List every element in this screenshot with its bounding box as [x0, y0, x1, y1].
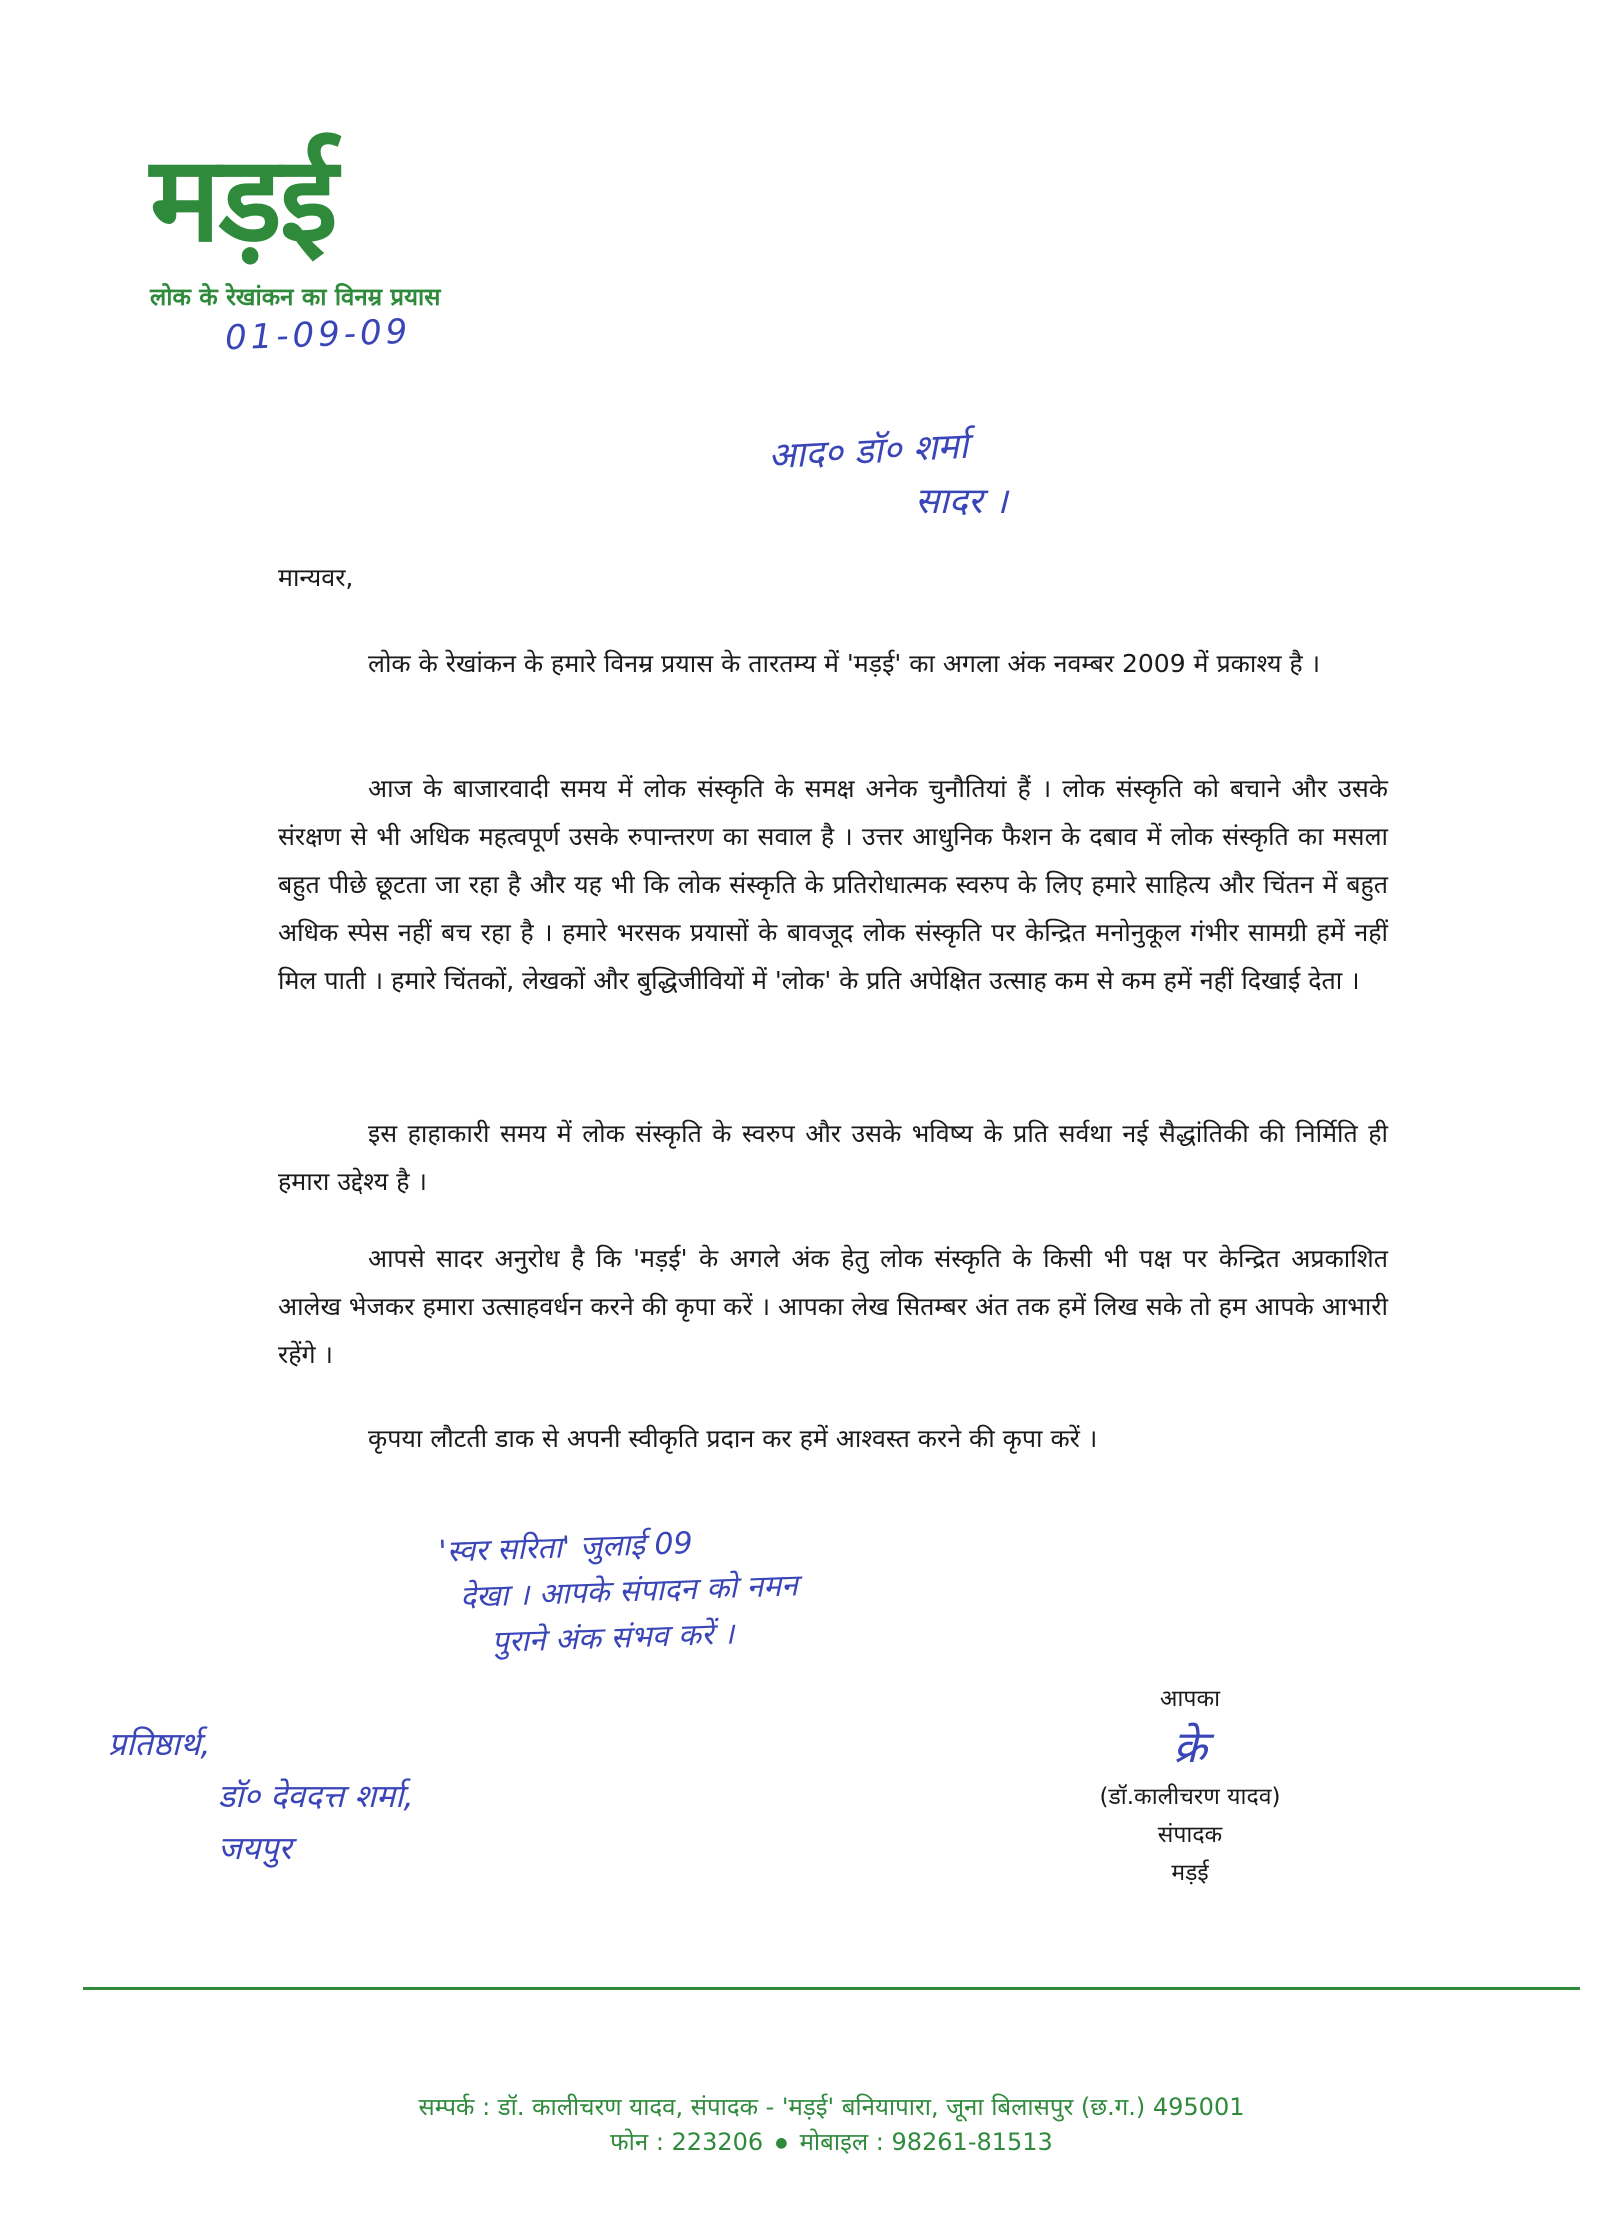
paragraph-5: कृपया लौटती डाक से अपनी स्वीकृति प्रदान कर हमें आश्वस्त करने की कृपा करें । — [368, 1424, 1098, 1453]
copy-to-line: प्रतिष्ठार्थ, — [108, 1725, 211, 1763]
footer-mobile: मोबाइल : 98261-81513 — [799, 2128, 1053, 2156]
paragraph-1: लोक के रेखांकन के हमारे विनम्र प्रयास के तारतम्य में 'मड़ई' का अगला अंक नवम्बर 2009 में प्रकाश्य है । — [368, 649, 1321, 678]
handwritten-date: 01-09-09 — [224, 311, 412, 359]
handwritten-note — [438, 1510, 1002, 1667]
copy-to-line: डॉ० देवदत्त शर्मा, — [218, 1777, 414, 1815]
closing: आपका — [1159, 1686, 1221, 1712]
signatory-org: मड़ई — [1171, 1860, 1209, 1886]
handwritten-note-line: पुराने अंक संभव करें । — [491, 1616, 735, 1660]
footer-phones — [83, 2125, 1580, 2158]
handwritten-note-line: 'स्वर सरिता' जुलाई 09 — [437, 1525, 694, 1570]
signatory-name: (डॉ.कालीचरण यादव) — [1099, 1784, 1281, 1810]
footer-phone: फोन : 223206 — [610, 2128, 764, 2156]
handwritten-note-line: देखा । आपके संपादन को नमन — [459, 1568, 799, 1616]
signatory-title: संपादक — [1157, 1822, 1223, 1848]
salutation: मान्यवर, — [278, 563, 354, 592]
signature-block — [1030, 1680, 1350, 1892]
handwritten-greeting: सादर । — [915, 481, 1008, 522]
paragraph-3: इस हाहाकारी समय में लोक संस्कृति के स्वरुप और उसके भविष्य के प्रति सर्वथा नई सैद्धांतिकी की निर्मिति ही हमारा उद्देश्य है । — [278, 1119, 1388, 1196]
footer-contact: सम्पर्क : डॉ. कालीचरण यादव, संपादक - 'मड़ई' बनियापारा, जूना बिलासपुर (छ.ग.) 495001 — [418, 2093, 1245, 2121]
bullet-icon: ● — [770, 2135, 792, 2151]
signature: क्रे — [1173, 1722, 1207, 1773]
paragraph-4: आपसे सादर अनुरोध है कि 'मड़ई' के अगले अंक हेतु लोक संस्कृति के किसी भी पक्ष पर केन्द्रित अप्रकाशित आलेख भेजकर हमारा उत्साहवर्धन करने की कृपा करें । आपका लेख सितम्बर अंत तक हमें लिख सके तो हम आपके आभारी रहेंगे । — [278, 1244, 1388, 1369]
letterhead-tagline: लोक के रेखांकन का विनम्र प्रयास — [150, 283, 441, 311]
copy-to-line: जयपुर — [218, 1829, 292, 1867]
footer-divider — [83, 1987, 1580, 1990]
handwritten-addressee: आद० डॉ० शर्मा — [767, 425, 970, 478]
handwritten-copy-to — [108, 1718, 528, 1874]
letterhead-logo: मड़ई — [150, 130, 336, 268]
paragraph-2: आज के बाजारवादी समय में लोक संस्कृति के समक्ष अनेक चुनौतियां हैं । लोक संस्कृति को बचाने और उसके संरक्षण से भी अधिक महत्वपूर्ण उसके रुपान्तरण का सवाल है । उत्तर आधुनिक फैशन के दबाव में लोक संस्कृति का मसला बहुत पीछे छूटता जा रहा है और यह भी कि लोक संस्कृति के प्रतिरोधात्मक स्वरुप के लिए हमारे साहित्य और चिंतन में बहुत अधिक स्पेस नहीं बच रहा है । हमारे भरसक प्रयासों के बावजूद लोक संस्कृति पर केन्द्रित मनोनुकूल गंभीर सामग्री हमें नहीं मिल पाती । हमारे चिंतकों, लेखकों और बुद्धिजीवियों में 'लोक' के प्रति अपेक्षित उत्साह कम से कम हमें नहीं दिखाई देता । — [278, 774, 1388, 995]
